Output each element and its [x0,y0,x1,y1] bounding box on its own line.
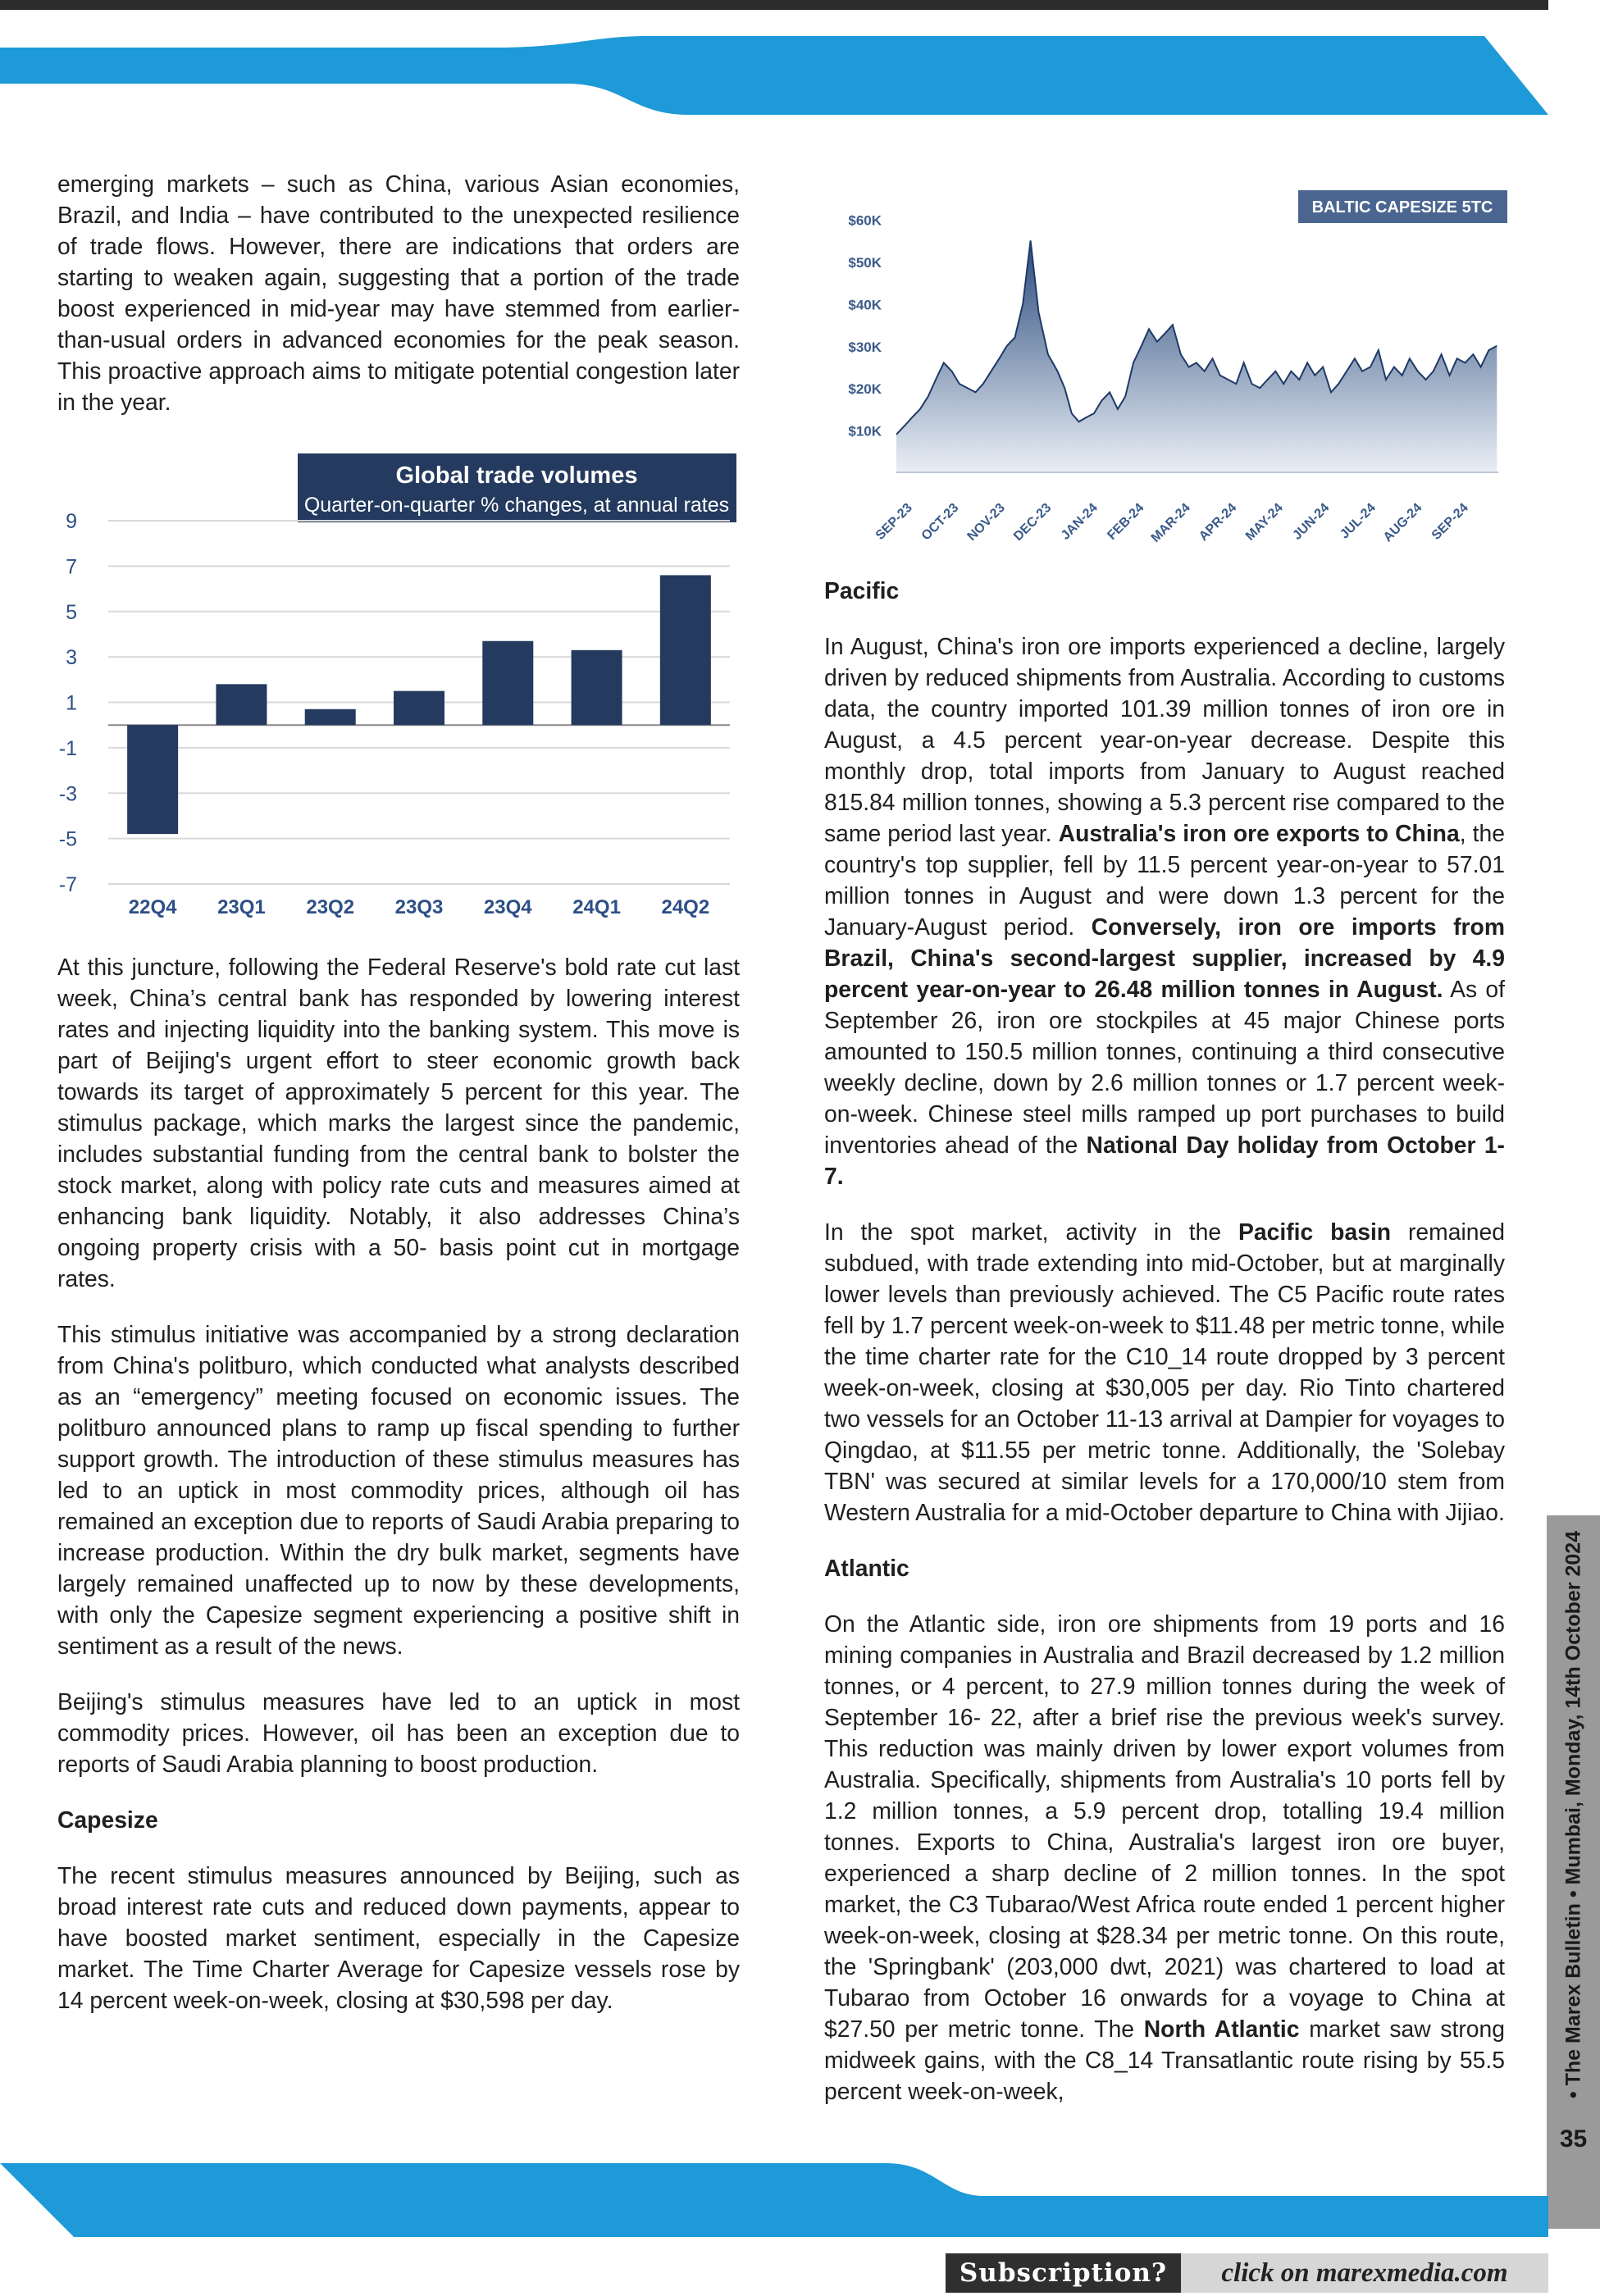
x-tick-label: 22Q4 [128,896,177,918]
bar-23Q2 [305,709,356,725]
x-tick-label: MAR-24 [1148,500,1193,545]
x-tick-label: 24Q1 [572,896,621,918]
paragraph-intro: emerging markets – such as China, various Asian economies, Brazil, and India – have contributed to the unexpected resilience of trade flows. However, there are indications that orders are starting to weaken again, suggesting that a portion of the trade boost experienced in mid-year may have stemmed from earlier-than-usual orders in advanced economies for the peak season. This proactive approach aims to mitigate potential congestion later in the year. [57,171,740,415]
paragraph-commodity: Beijing's stimulus measures have led to an uptick in most commodity prices. However, oil has been an exception due to reports of Saudi Arabia planning to boost production. [57,1688,740,1777]
paragraph-capesize: The recent stimulus measures announced by Beijing, such as broad interest rate cuts and reduced down payments, appear to have boosted market sentiment, especially in the Capesize market. The Time Charter Average for Capesize vessels rose by 14 percent week-on-week, closing at $30,598 per day. [57,1862,740,2013]
x-tick-label: FEB-24 [1105,500,1147,543]
x-tick-label: AUG-24 [1380,500,1425,545]
footer-wave-shape [0,2163,1548,2237]
top-bar [0,0,1548,10]
bar-23Q3 [394,691,444,726]
paragraph-pacific-imports [824,631,1505,1191]
y-tick-label: $50K [848,255,882,271]
bar-24Q2 [660,575,711,725]
y-tick-label: 3 [66,646,77,670]
y-tick-label: 1 [66,691,77,715]
text-run: As of September 26, iron ore stockpiles at 45 major Chinese ports amounted to 150.5 million tonnes, continuing a third consecutive weekly decline, down by 2.6 million tonnes or 1.7 percent week-on-week. Chinese steel mills ramped up port purchases to build inventories ahead of the [824,976,1505,1158]
y-tick-label: $10K [848,423,882,440]
x-tick-label: SEP-23 [873,500,915,543]
right-column [824,575,1505,2131]
x-tick-label: 24Q2 [661,896,710,918]
y-tick-label: 9 [66,510,77,533]
x-tick-label: MAY-24 [1242,500,1286,544]
bold-run: National Day holiday from October 1-7. [824,1132,1505,1189]
x-tick-label: 23Q2 [306,896,355,918]
x-tick-label: OCT-23 [919,500,962,544]
heading-pacific: Pacific [824,577,900,604]
chart-title: Global trade volumes [395,462,638,489]
text-run: In the spot market, activity in the [824,1219,1239,1245]
x-tick-label: JUL-24 [1338,500,1379,542]
left-column-body [57,951,740,2040]
text-run: , the country's top supplier, fell by 11.5 percent year-on-year to 57.01 million tonnes in August and were down 1.3 percent for the January-August period. [824,820,1506,940]
bold-run: Conversely, iron ore imports from Brazil, China's second-largest supplier, increased by 4.9 percent year-on-year to 26.48 million tonnes in August. [824,913,1505,1002]
x-tick-label: NOV-23 [964,500,1008,544]
y-tick-label: $20K [848,381,882,398]
bold-run: Australia's iron ore exports to China [1058,820,1460,846]
x-tick-label: 23Q4 [483,896,532,918]
y-tick-label: $30K [848,339,882,355]
y-tick-label: -1 [58,736,77,760]
text-run: In August, China's iron ore imports experienced a decline, largely driven by reduced shipments from Australia. According to customs data, the country imported 101.39 million tonnes of iron ore in August, a 4.5 percent year-on-year decrease. Despite this monthly drop, total imports from January to August reached 815.84 million tonnes, showing a 5.3 percent rise compared to the same period last year. [824,633,1505,846]
x-tick-label: DEC-23 [1011,500,1055,544]
subscription-link[interactable]: click on marexmedia.com [1181,2253,1548,2293]
subscription-label: Subscription? [946,2253,1181,2293]
bold-run: Pacific basin [1238,1219,1392,1245]
x-tick-label: JAN-24 [1058,500,1101,543]
x-tick-label: 23Q3 [394,896,444,918]
paragraph-pacific-spot [824,1216,1505,1528]
paragraph-politburo: This stimulus initiative was accompanied by a strong declaration from China's politburo, which conducted what analysts described as an “emergency” meeting focused on economic issues. The politburo announced plans to ramp up fiscal spending to further support growth. The introduction of these stimulus measures has led to an uptick in most commodity prices, although oil has remained an exception due to reports of Saudi Arabia preparing to increase production. Within the dry bulk market, segments have largely remained unaffected up to now by these developments, with only the Capesize segment experiencing a positive shift in sentiment as a result of the news. [57,1321,740,1659]
y-tick-label: 5 [66,600,77,624]
bar-23Q4 [482,641,533,725]
chart-title: BALTIC CAPESIZE 5TC [1311,198,1493,216]
global-trade-volumes-chart [41,449,746,927]
text-run: On the Atlantic side, iron ore shipments from 19 ports and 16 mining companies in Australia and Brazil decreased by 1.2 million tonnes, or 4 percent, to 27.9 million tonnes during the week of September 16- 22, after a brief rise the previous week's survey. This reduction was mainly driven by lower export volumes from Australia. Specifically, shipments from Australia's 10 ports fell by 1.2 million tonnes, a 5.9 percent drop, totalling 19.4 million tonnes. Exports to China, Australia's largest iron ore buyer, experienced a sharp decline of 2 million tonnes. In the spot market, the C3 Tubarao/West Africa route ended 1 percent higher week-on-week, closing at $28.34 per metric tonne. On this route, the 'Springbank' (203,000 dwt, 2021) was chartered to load at Tubarao from October 16 onwards for a voyage to China at $27.50 per metric tonne. The [824,1610,1505,2042]
text-run: market saw strong midweek gains, with the C8_14 Transatlantic route rising by 55.5 percent week-on-week, [824,2016,1505,2104]
y-tick-label: -5 [58,827,77,851]
baltic-capesize-chart [824,187,1513,545]
bar-23Q1 [216,684,267,725]
header-wave-banner [0,36,1548,115]
sidebar-publication-text: • The Marex Bulletin • Mumbai, Monday, 14th October 2024 [1561,1530,1584,2099]
bar-22Q4 [127,725,178,834]
footer-wave-banner [0,2157,1548,2237]
trade-chart-svg [41,449,746,927]
header-wave-shape [0,36,1548,115]
paragraph-rate-cut: At this juncture, following the Federal Reserve's bold rate cut last week, China’s central bank has responded by lowering interest rates and injecting liquidity into the banking system. This move is part of Beijing's urgent effort to steer economic growth back towards its target of approximately 5 percent for this year. The stimulus package, which marks the largest since the pandemic, includes substantial funding from the central bank to bolster the stock market, along with policy rate cuts and measures aimed at enhancing bank liquidity. Notably, it also addresses China’s ongoing property crisis with a 50- basis point cut in mortgage rates. [57,954,740,1292]
heading-capesize: Capesize [57,1806,158,1833]
text-run: remained subdued, with trade extending into mid-October, but at marginally lower levels than previously achieved. The C5 Pacific route rates fell by 1.7 percent week-on-week to $11.48 per metric tonne, while the time charter rate for the C10_14 route dropped by 3 percent week-on-week, closing at $30,005 per day. Rio Tinto chartered two vessels for an October 11-13 arrival at Dampier for voyages to Qingdao, at $11.55 per metric tonne. Additionally, the 'Solebay TBN' was secured at similar levels for a 170,000/10 stem from Western Australia for a mid-October departure to China with Jijiao. [824,1219,1505,1525]
bar-24Q1 [572,650,622,725]
x-tick-label: 23Q1 [217,896,266,918]
paragraph-atlantic [824,1608,1505,2107]
y-tick-label: $40K [848,297,882,313]
chart-subtitle: Quarter-on-quarter % changes, at annual rates [303,494,730,517]
y-tick-label: -3 [58,782,77,806]
x-tick-label: JUN-24 [1290,500,1333,543]
page-number: 35 [1559,2125,1588,2152]
capesize-area [896,240,1497,472]
heading-atlantic: Atlantic [824,1555,909,1581]
x-tick-label: APR-24 [1197,500,1240,544]
sidebar-text-container [1547,1515,1600,2114]
bold-run: North Atlantic [1143,2016,1300,2042]
capesize-chart-svg [824,187,1513,545]
y-tick-label: $60K [848,212,882,229]
y-tick-label: 7 [66,555,77,579]
x-tick-label: SEP-24 [1429,500,1471,543]
y-tick-label: -7 [58,873,77,896]
left-column [57,168,740,417]
